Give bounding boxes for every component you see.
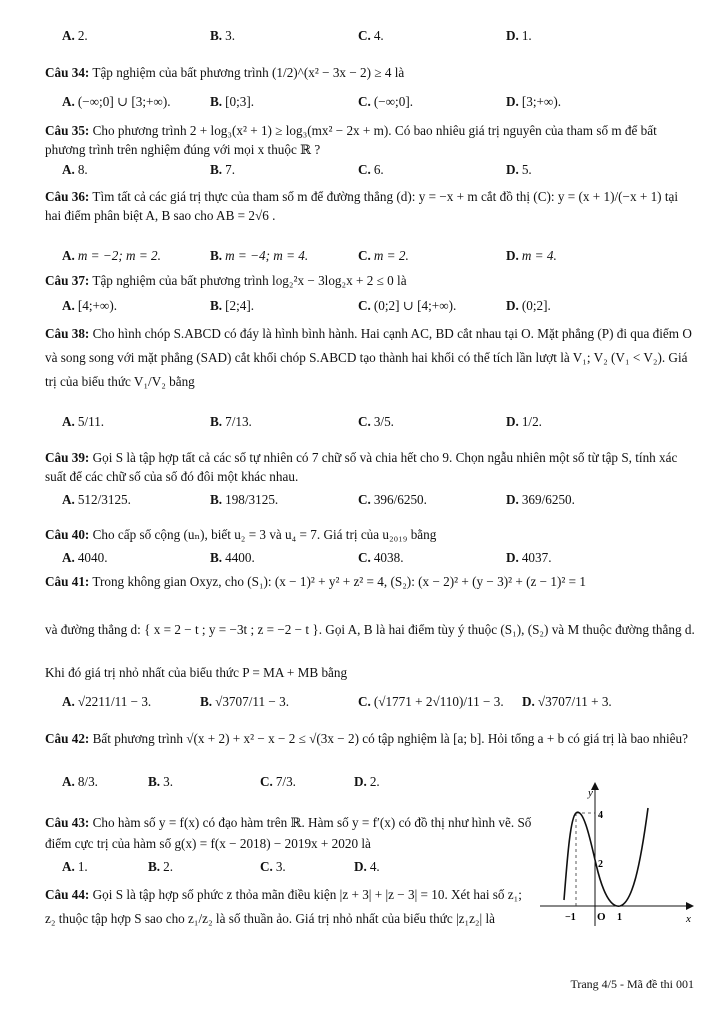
- q39-options: [62, 490, 702, 510]
- q44-stem: [45, 883, 533, 931]
- q38-option-a[interactable]: A. 5/11.: [62, 414, 105, 429]
- q41-stem-line2: [45, 620, 695, 639]
- q42-option-b[interactable]: B. 3.: [148, 774, 173, 789]
- q34-label: Câu 34:: [45, 65, 90, 80]
- q43-option-c[interactable]: C. 3.: [260, 859, 286, 874]
- q42-stem: [45, 729, 695, 748]
- q38-text: Cho hình chóp S.ABCD có đáy là hình bình hành. Hai cạnh AC, BD cắt nhau tại O. Mặt phẳng (P) đi qua điểm O và song song với mặt phẳng (SAD) cắt khối chóp S.ABCD tạo thành hai khối có thể tích lần lượt là V₁; V₂ (V₁ < V₂). Giá trị của biểu thức V₁/V₂ bằng: [45, 326, 692, 389]
- q43-option-d[interactable]: D. 4.: [354, 859, 380, 874]
- q39-option-a[interactable]: A. 512/3125.: [62, 492, 131, 507]
- q33-option-b[interactable]: B. 3.: [210, 28, 235, 43]
- q40-option-d[interactable]: D. 4037.: [506, 550, 552, 565]
- graph-y-label: y: [588, 787, 593, 799]
- q35-option-b[interactable]: B. 7.: [210, 162, 235, 177]
- q41-stem-line3: [45, 663, 695, 682]
- q35-stem: [45, 121, 695, 159]
- q42-text: Bất phương trình √(x + 2) + x² − x − 2 ≤ √(3x − 2) có tập nghiệm là [a; b]. Hỏi tổng a + b có giá trị là bao nhiêu?: [92, 731, 688, 746]
- q41-stem-line1: [45, 572, 695, 591]
- q36-option-d[interactable]: D. m = 4.: [506, 248, 557, 263]
- q38-stem: [45, 322, 695, 394]
- q41-text1: Trong không gian Oxyz, cho (S₁): (x − 1)² + y² + z² = 4, (S₂): (x − 2)² + (y − 3)² + (z − 1)² = 1: [92, 574, 586, 589]
- q42-option-d[interactable]: D. 2.: [354, 774, 380, 789]
- q41-option-a[interactable]: A. √2211/11 − 3.: [62, 694, 152, 709]
- q44-text: Gọi S là tập hợp số phức z thỏa mãn điều kiện |z + 3| + |z − 3| = 10. Xét hai số z₁; z₂ thuộc tập hợp S sao cho z₁/z₂ là số thuần ảo. Giá trị nhỏ nhất của biểu thức |z₁z₂| là: [45, 887, 522, 926]
- q33-option-c[interactable]: C. 4.: [358, 28, 384, 43]
- q38-options: [62, 412, 702, 432]
- q38-label: Câu 38:: [45, 326, 90, 341]
- q42-option-c[interactable]: C. 7/3.: [260, 774, 296, 789]
- q37-stem: [45, 271, 695, 290]
- q39-option-d[interactable]: D. 369/6250.: [506, 492, 575, 507]
- q41-option-c[interactable]: C. (√1771 + 2√110)/11 − 3.: [358, 694, 504, 709]
- q36-option-b[interactable]: B. m = −4; m = 4.: [210, 248, 309, 263]
- q36-label: Câu 36:: [45, 189, 90, 204]
- q34-stem: [45, 63, 695, 82]
- q34-option-a[interactable]: A. (−∞;0] ∪ [3;+∞).: [62, 94, 171, 109]
- q40-stem: [45, 525, 695, 544]
- q34-text: Tập nghiệm của bất phương trình (1/2)^(x² − 3x − 2) ≥ 4 là: [92, 65, 405, 80]
- q35-label: Câu 35:: [45, 123, 90, 138]
- q37-option-a[interactable]: A. [4;+∞).: [62, 298, 118, 313]
- q35-option-d[interactable]: D. 5.: [506, 162, 532, 177]
- graph-origin-label: O: [597, 911, 606, 923]
- derivative-graph: [540, 778, 700, 928]
- derivative-curve: [564, 808, 648, 906]
- q39-option-c[interactable]: C. 396/6250.: [358, 492, 427, 507]
- q34-option-c[interactable]: C. (−∞;0].: [358, 94, 414, 109]
- q33-options: [62, 26, 702, 46]
- page-footer: Trang 4/5 - Mã đề thi 001: [570, 977, 694, 991]
- q35-option-c[interactable]: C. 6.: [358, 162, 384, 177]
- q44-label: Câu 44:: [45, 887, 90, 902]
- q40-option-a[interactable]: A. 4040.: [62, 550, 108, 565]
- q37-label: Câu 37:: [45, 273, 90, 288]
- q38-option-c[interactable]: C. 3/5.: [358, 414, 394, 429]
- q36-option-a[interactable]: A. m = −2; m = 2.: [62, 248, 161, 263]
- q37-option-c[interactable]: C. (0;2] ∪ [4;+∞).: [358, 298, 457, 313]
- q41-text3: Khi đó giá trị nhỏ nhất của biểu thức P = MA + MB bằng: [45, 665, 348, 680]
- q38-option-b[interactable]: B. 7/13.: [210, 414, 252, 429]
- q36-option-c[interactable]: C. m = 2.: [358, 248, 409, 263]
- q33-option-d[interactable]: D. 1.: [506, 28, 532, 43]
- q41-label: Câu 41:: [45, 574, 90, 589]
- q38-option-d[interactable]: D. 1/2.: [506, 414, 542, 429]
- q34-option-d[interactable]: D. [3;+∞).: [506, 94, 562, 109]
- graph-tick-neg1: −1: [565, 912, 576, 923]
- q41-option-b[interactable]: B. √3707/11 − 3.: [200, 694, 289, 709]
- q43-stem: [45, 812, 533, 854]
- q34-options: [62, 92, 702, 112]
- q43-text: Cho hàm số y = f(x) có đạo hàm trên ℝ. Hàm số y = f′(x) có đồ thị như hình vẽ. Số điểm cực trị của hàm số g(x) = f(x − 2018) − 2019x + 2020 là: [45, 815, 532, 851]
- q36-options: [62, 246, 702, 266]
- q40-option-b[interactable]: B. 4400.: [210, 550, 255, 565]
- graph-x-label: x: [686, 913, 691, 925]
- graph-tick-2: 2: [598, 859, 603, 870]
- q35-option-a[interactable]: A. 8.: [62, 162, 88, 177]
- q35-text: Cho phương trình 2 + log₃(x² + 1) ≥ log₃(mx² − 2x + m). Có bao nhiêu giá trị nguyên của tham số m để bất phương trình trên nghiệm đúng với mọi x thuộc ℝ ?: [45, 123, 657, 157]
- q43-label: Câu 43:: [45, 815, 90, 830]
- q36-stem: [45, 187, 695, 225]
- q34-option-b[interactable]: B. [0;3].: [210, 94, 255, 109]
- q33-option-a[interactable]: A. 2.: [62, 28, 88, 43]
- q41-text2: và đường thẳng d: { x = 2 − t ; y = −3t ; z = −2 − t }. Gọi A, B là hai điểm tùy ý thuộc (S₁), (S₂) và M thuộc đường thẳng d.: [45, 622, 695, 637]
- q39-stem: [45, 448, 695, 486]
- q40-option-c[interactable]: C. 4038.: [358, 550, 404, 565]
- q42-label: Câu 42:: [45, 731, 90, 746]
- q37-option-b[interactable]: B. [2;4].: [210, 298, 255, 313]
- q40-label: Câu 40:: [45, 527, 90, 542]
- q41-option-d[interactable]: D. √3707/11 + 3.: [522, 694, 612, 709]
- q37-option-d[interactable]: D. (0;2].: [506, 298, 551, 313]
- q43-option-a[interactable]: A. 1.: [62, 859, 88, 874]
- q35-options: [62, 160, 702, 180]
- q40-options: [62, 548, 702, 568]
- q40-text: Cho cấp số cộng (uₙ), biết u₂ = 3 và u₄ = 7. Giá trị của u₂₀₁₉ bằng: [92, 527, 437, 542]
- q37-text: Tập nghiệm của bất phương trình log₂²x − 3log₂x + 2 ≤ 0 là: [92, 273, 407, 288]
- graph-tick-1: 1: [617, 912, 622, 923]
- q39-text: Gọi S là tập hợp tất cả các số tự nhiên có 7 chữ số và chia hết cho 9. Chọn ngẫu nhiên một số từ tập S, tính xác suất để các chữ số của số đó đôi một khác nhau.: [45, 450, 678, 484]
- q36-text: Tìm tất cả các giá trị thực của tham số m để đường thẳng (d): y = −x + m cắt đồ thị (C): y = (x + 1)/(−x + 1) tại hai điểm phân biệt A, B sao cho AB = 2√6 .: [45, 189, 679, 223]
- graph-tick-4: 4: [598, 810, 603, 821]
- q41-options: [62, 692, 702, 712]
- q43-option-b[interactable]: B. 2.: [148, 859, 173, 874]
- q42-option-a[interactable]: A. 8/3.: [62, 774, 98, 789]
- q39-option-b[interactable]: B. 198/3125.: [210, 492, 279, 507]
- q39-label: Câu 39:: [45, 450, 90, 465]
- q37-options: [62, 296, 702, 316]
